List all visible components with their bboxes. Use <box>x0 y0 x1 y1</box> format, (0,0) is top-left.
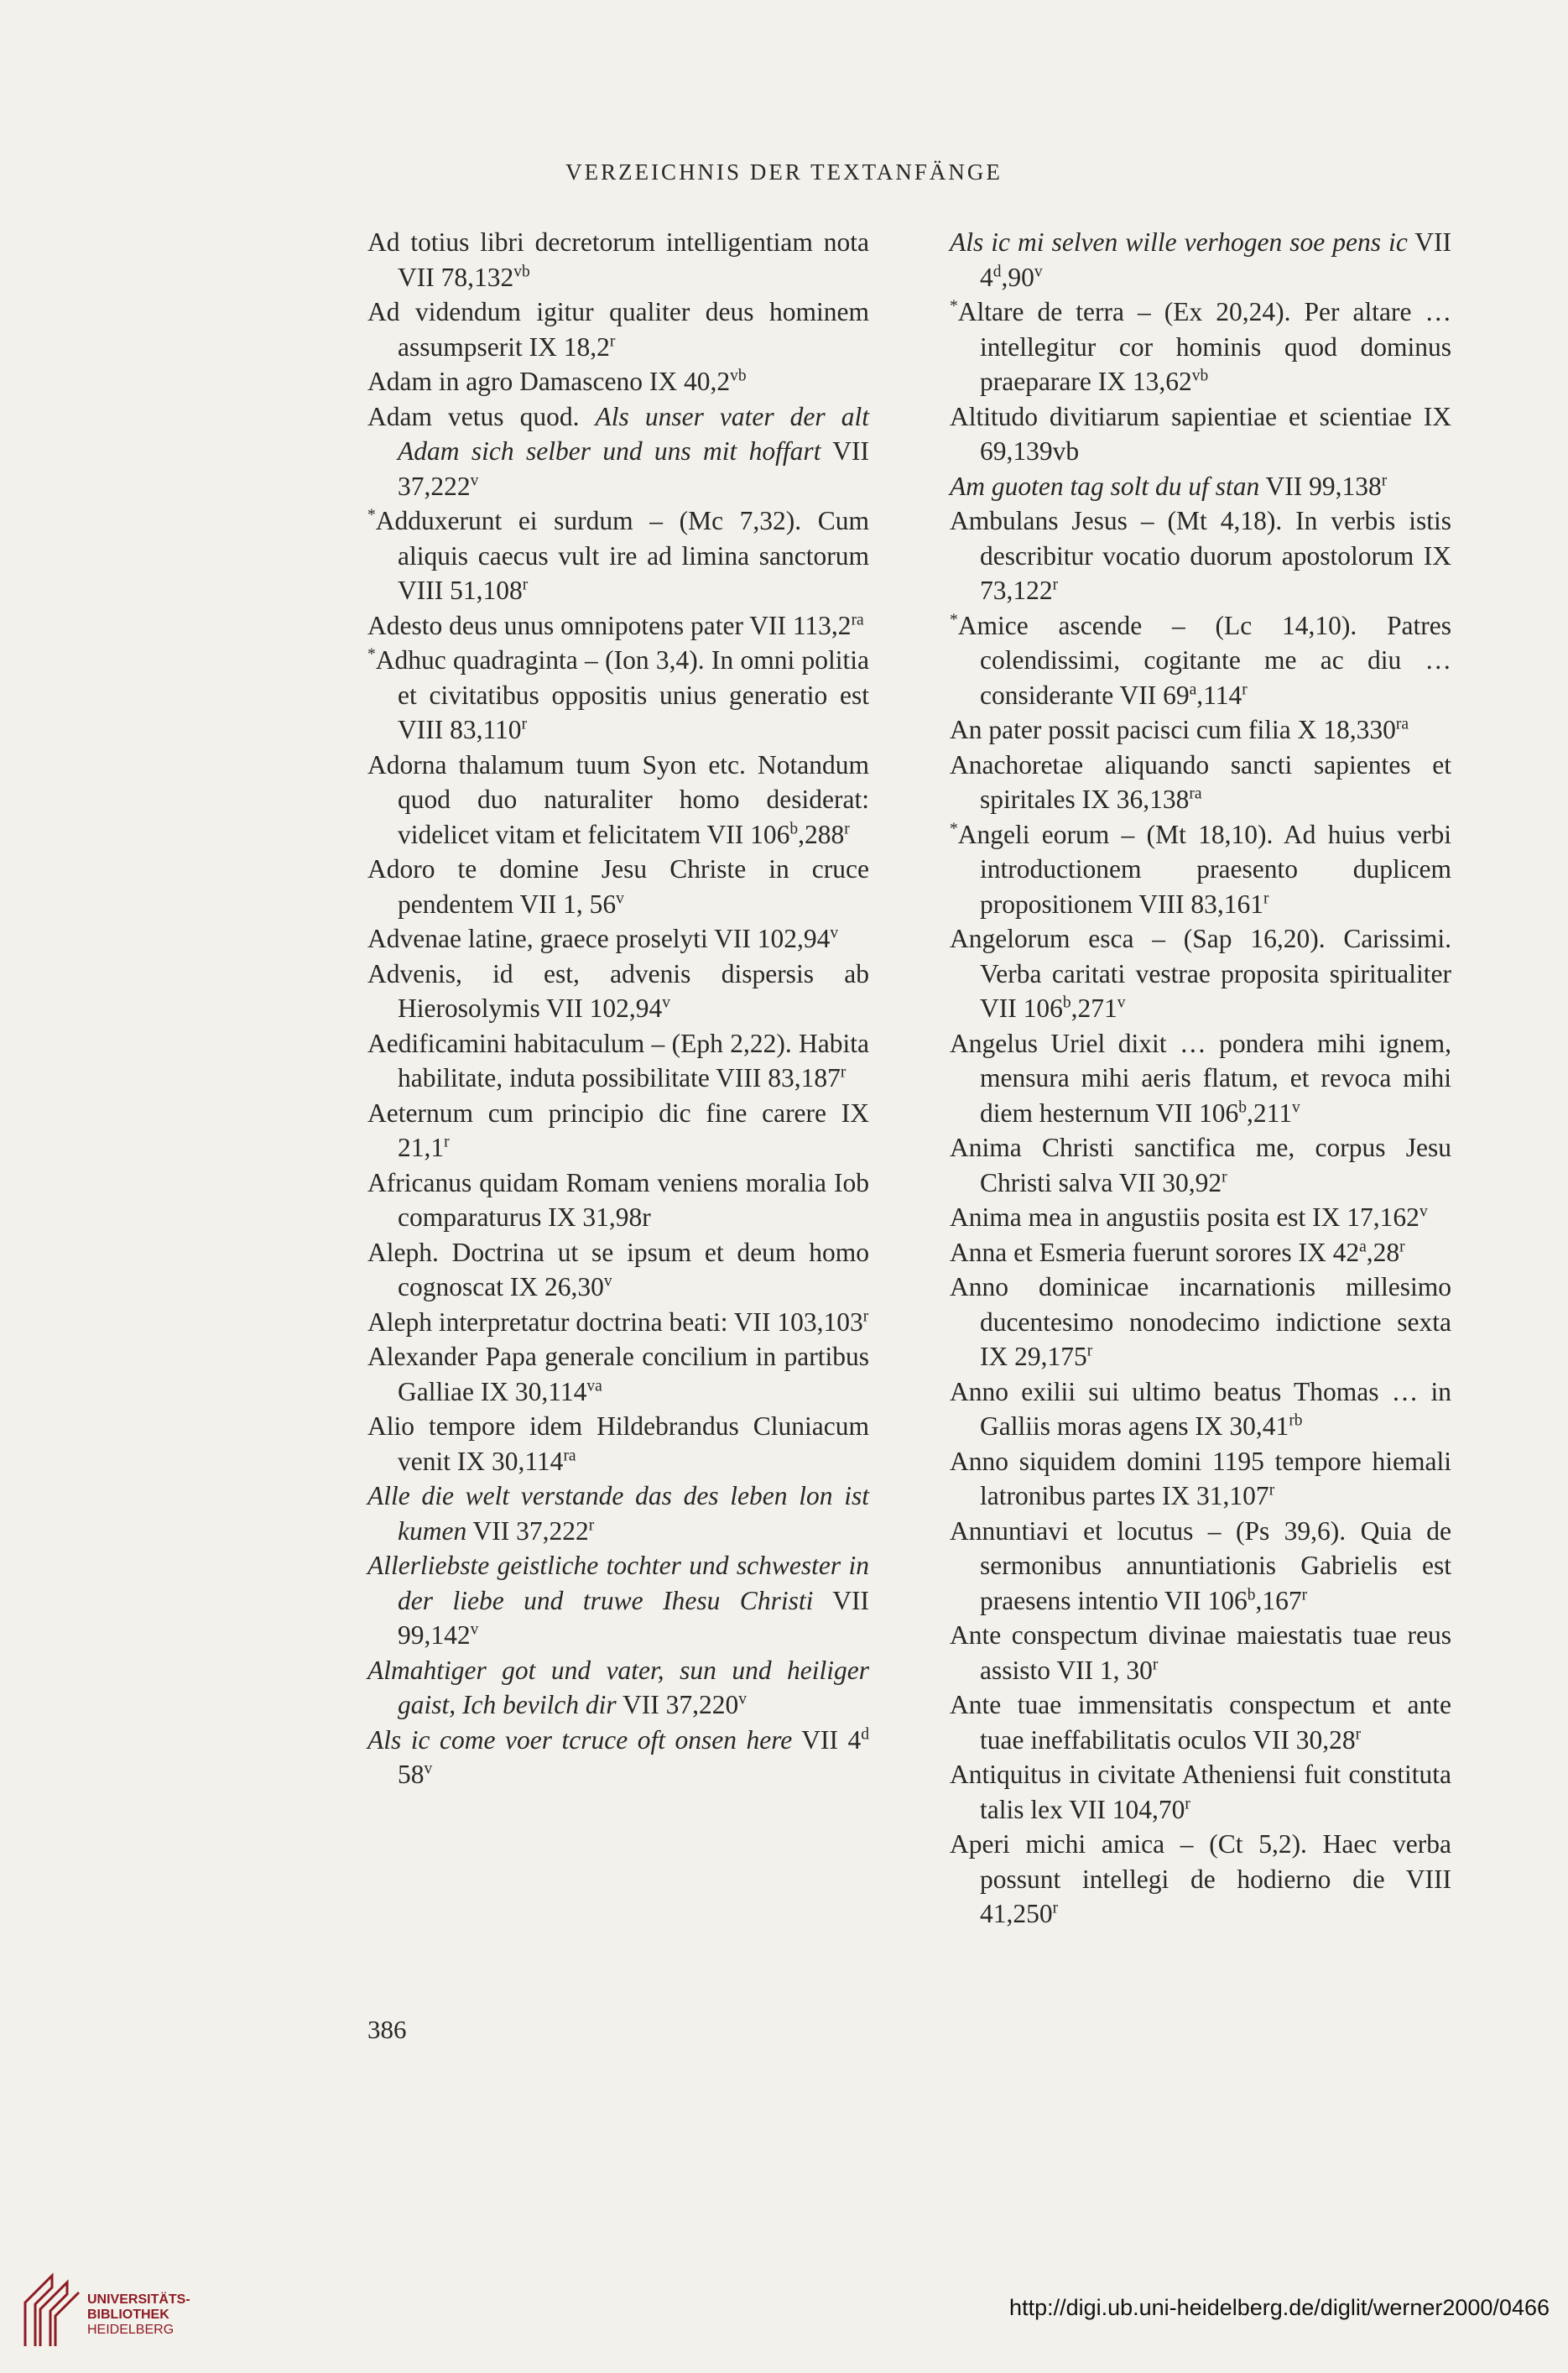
index-entry: An pater possit pacisci cum filia X $18,330^{ra}$ <box>950 715 1409 744</box>
index-entry: *Altare de terra – (Ex 20,24). Per altare … intellegitur cor hominis quod dominus praeparare IX $13,62^{vb}$ <box>950 297 1451 396</box>
index-entry: Ante conspectum divinae maiestatis tuae reus assisto VII 1, 30$^r$ <box>950 1620 1451 1685</box>
index-entry: Adam in agro Damasceno IX $40,2^{vb}$ <box>367 367 747 396</box>
index-entry: Alexander Papa generale concilium in partibus Galliae IX $30,114^{va}$ <box>367 1342 869 1406</box>
index-entry: Aeternum cum principio dic fine carere IX 21,1$^r$ <box>367 1098 869 1162</box>
index-entry: Angelus Uriel dixit … pondera mihi ignem, mensura mihi aeris flatum, et revoca mihi diem hesternum VII 106$^b$,211$^v$ <box>950 1028 1451 1128</box>
index-entry: Alle die welt verstande das des leben lon ist kumen VII 37,222$^r$ <box>367 1481 869 1546</box>
index-entry: Aperi michi amica – (Ct 5,2). Haec verba possunt intellegi de hodierno die VIII 41,250$^r$ <box>950 1829 1451 1928</box>
index-entry: Anima mea in angustiis posita est IX 17,162$^v$ <box>950 1202 1428 1232</box>
page-number: 386 <box>367 2015 407 2044</box>
index-entry: Antiquitus in civitate Atheniensi fuit constituta talis lex VII 104,70$^r$ <box>950 1760 1451 1824</box>
index-entry: *Amice ascende – (Lc 14,10). Patres colendissimi, cogitante me ac diu … considerante VII 69$^a$,114$^r$ <box>950 610 1451 710</box>
index-entry: Anno dominicae incarnationis millesimo ducentesimo nonodecimo indictione sexta IX 29,175$^r$ <box>950 1272 1451 1371</box>
index-entry: Allerliebste geistliche tochter und schwester in der liebe und truwe Ihesu Christi VII 99,142$^v$ <box>367 1551 869 1650</box>
index-column-right <box>950 225 1451 1932</box>
index-entry: Ad totius libri decretorum intelligentiam nota VII $78,132^{vb}$ <box>367 227 869 292</box>
index-entry: Adesto deus unus omnipotens pater VII $113,2^{ra}$ <box>367 610 864 640</box>
index-entry: Anno exilii sui ultimo beatus Thomas … in Galliis moras agens IX $30,41^{rb}$ <box>950 1376 1451 1441</box>
index-entry: Am guoten tag solt du uf stan VII 99,138$^r$ <box>950 471 1388 501</box>
source-url-link[interactable]: http://digi.ub.uni-heidelberg.de/diglit/werner2000/0466 <box>1009 2295 1550 2320</box>
index-entry: Aleph. Doctrina ut se ipsum et deum homo cognoscat IX 26,30$^v$ <box>367 1237 869 1301</box>
library-name: UNIVERSITÄTS- BIBLIOTHEK HEIDELBERG <box>87 2292 190 2337</box>
index-entry: Alio tempore idem Hildebrandus Cluniacum venit IX $30,114^{ra}$ <box>367 1411 869 1476</box>
index-entry: Advenae latine, graece proselyti VII 102,94$^v$ <box>367 924 839 953</box>
index-entry: Adam vetus quod. Als unser vater der alt Adam sich selber und uns mit hoffart VII 37,222$^v$ <box>367 401 869 501</box>
page-header: VERZEICHNIS DER TEXTANFÄNGE <box>565 159 1003 185</box>
index-entry: Als ic mi selven wille verhogen soe pens ic VII 4$^d$,90$^v$ <box>950 227 1451 292</box>
index-entry: Africanus quidam Romam veniens moralia Iob comparaturus IX 31,98r <box>367 1167 869 1232</box>
index-entry: Altitudo divitiarum sapientiae et scientiae IX 69,139vb <box>950 401 1451 466</box>
index-column-left <box>367 225 869 1792</box>
index-entry: Ad videndum igitur qualiter deus hominem assumpserit IX 18,2$^r$ <box>367 297 869 362</box>
index-entry: Ante tuae immensitatis conspectum et ante tuae ineffabilitatis oculos VII 30,28$^r$ <box>950 1690 1451 1755</box>
index-entry: *Adhuc quadraginta – (Ion 3,4). In omni politia et civitatibus oppositis unius generatio est VIII 83,110$^r$ <box>367 645 869 744</box>
index-entry: Adoro te domine Jesu Christe in cruce pendentem VII 1, 56$^v$ <box>367 854 869 919</box>
index-entry: Adorna thalamum tuum Syon etc. Notandum quod duo naturaliter homo desiderat: videlicet vitam et felicitatem VII 106$^b$,288$^r$ <box>367 749 869 849</box>
index-entry: Ambulans Jesus – (Mt 4,18). In verbis istis describitur vocatio duorum apostolorum IX 73,122$^r$ <box>950 506 1451 605</box>
index-entry: *Adduxerunt ei surdum – (Mc 7,32). Cum aliquis caecus vult ire ad limina sanctorum VIII 51,108$^r$ <box>367 506 869 605</box>
index-entry: Anno siquidem domini 1195 tempore hiemali latronibus partes IX 31,107$^r$ <box>950 1446 1451 1510</box>
library-logo-icon <box>18 2269 84 2353</box>
index-entry: Aedificamini habitaculum – (Eph 2,22). Habita habilitate, induta possibilitate VIII 83,187$^r$ <box>367 1028 869 1093</box>
index-entry: Advenis, id est, advenis dispersis ab Hierosolymis VII 102,94$^v$ <box>367 958 869 1023</box>
index-entry: Anima Christi sanctifica me, corpus Jesu Christi salva VII 30,92$^r$ <box>950 1133 1451 1197</box>
index-entry: Almahtiger got und vater, sun und heiliger gaist, Ich bevilch dir VII 37,220$^v$ <box>367 1655 869 1719</box>
index-entry: Anachoretae aliquando sancti sapientes et spiritales IX $36,138^{ra}$ <box>950 749 1451 814</box>
index-entry: Angelorum esca – (Sap 16,20). Carissimi. Verba caritati vestrae proposita spiritualiter VII 106$^b$,271$^v$ <box>950 924 1451 1023</box>
index-entry: Annuntiavi et locutus – (Ps 39,6). Quia de sermonibus annuntiationis Gabrielis est praesens intentio VII 106$^b$,167$^r$ <box>950 1515 1451 1615</box>
index-entry: Als ic come voer tcruce oft onsen here VII 4$^d$ 58$^v$ <box>367 1724 869 1789</box>
index-entry: Anna et Esmeria fuerunt sorores IX 42$^a$,28$^r$ <box>950 1237 1405 1267</box>
index-entry: *Angeli eorum – (Mt 18,10). Ad huius verbi introductionem praesento duplicem propositionem VIII 83,161$^r$ <box>950 819 1451 919</box>
index-entry: Aleph interpretatur doctrina beati: VII 103,103$^r$ <box>367 1306 869 1337</box>
footer-bar <box>0 2249 1568 2373</box>
